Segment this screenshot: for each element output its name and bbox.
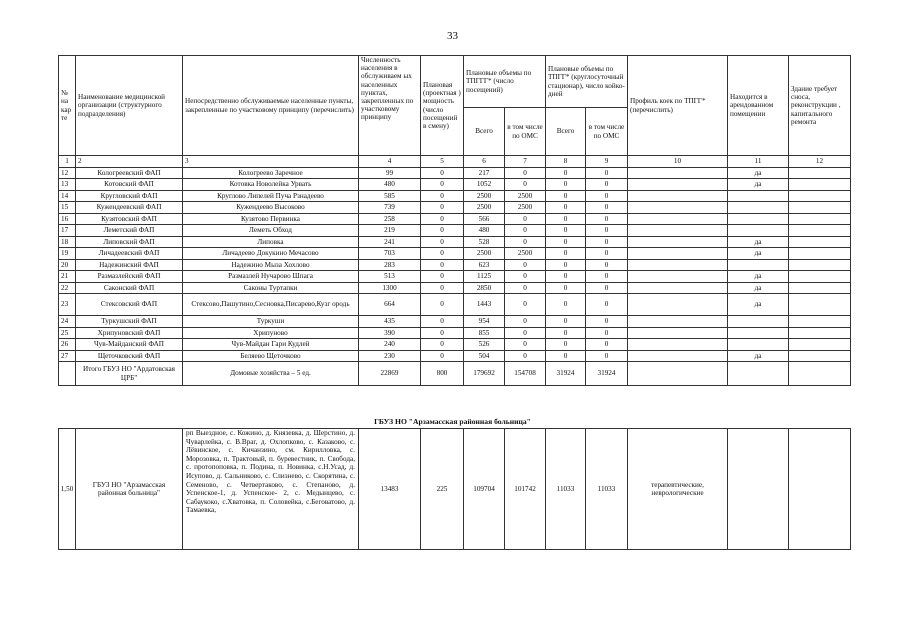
bed-days-oms: 0	[586, 294, 628, 316]
bed-profile	[628, 350, 728, 362]
visits-oms: 101742	[505, 429, 546, 550]
settlements: Хрипуново	[183, 327, 359, 339]
table-row	[59, 202, 851, 214]
rented: да	[728, 167, 789, 179]
visits-total: 480	[464, 225, 505, 237]
bed-days-total: 0	[546, 350, 586, 362]
total-bed-days: 31924	[546, 362, 586, 386]
building-status	[789, 271, 851, 283]
building-status	[789, 316, 851, 328]
visits-oms: 0	[505, 282, 546, 294]
section-title: ГБУЗ НО "Арзамасская районная больница"	[374, 417, 531, 426]
rented: да	[728, 294, 789, 316]
row-number: 20	[59, 259, 76, 271]
visits-total: 2500	[464, 202, 505, 214]
building-status	[789, 339, 851, 351]
header-oms-2: в том числе по ОМС	[586, 108, 628, 156]
building-status	[789, 429, 851, 550]
bed-days-total: 0	[546, 248, 586, 260]
rented	[728, 339, 789, 351]
column-number: 8	[546, 156, 586, 168]
settlements: Туркуши	[183, 316, 359, 328]
rented	[728, 225, 789, 237]
column-number: 2	[76, 156, 183, 168]
column-number: 9	[586, 156, 628, 168]
bed-days-oms: 0	[586, 339, 628, 351]
bed-profile: терапевтические, неврологические	[628, 429, 728, 550]
bed-days-total: 0	[546, 190, 586, 202]
visits-oms: 0	[505, 179, 546, 191]
capacity: 0	[421, 271, 464, 283]
building-status	[789, 236, 851, 248]
bed-days-oms: 0	[586, 316, 628, 328]
org-name: Липовский ФАП	[76, 236, 183, 248]
column-number: 3	[183, 156, 359, 168]
bed-days-oms: 0	[586, 259, 628, 271]
column-number: 5	[421, 156, 464, 168]
population: 230	[359, 350, 421, 362]
total-capacity: 800	[421, 362, 464, 386]
column-number: 1	[59, 156, 76, 168]
capacity: 0	[421, 202, 464, 214]
population: 283	[359, 259, 421, 271]
rented: да	[728, 350, 789, 362]
bed-profile	[628, 362, 728, 386]
settlements: Стексово,Пашутино,Сесновка,Писарево,Кузг ородь	[183, 294, 359, 316]
building-status	[789, 190, 851, 202]
row-number: 26	[59, 339, 76, 351]
header-total-2: Всего	[546, 108, 586, 156]
visits-total: 528	[464, 236, 505, 248]
visits-total: 217	[464, 167, 505, 179]
header-inpatient: Плановые объемы по ТПГГ* (круглосуточный стационар), число койко-дней	[546, 56, 628, 108]
org-name: Кужендеевский ФАП	[76, 202, 183, 214]
rented	[728, 327, 789, 339]
bed-days-oms: 0	[586, 327, 628, 339]
bed-days-oms: 0	[586, 271, 628, 283]
bed-profile	[628, 167, 728, 179]
capacity: 0	[421, 282, 464, 294]
capacity: 0	[421, 225, 464, 237]
visits-total: 2500	[464, 190, 505, 202]
bed-days-total: 0	[546, 179, 586, 191]
bed-profile	[628, 236, 728, 248]
bed-days-total: 0	[546, 339, 586, 351]
table-row	[59, 259, 851, 271]
building-status	[789, 202, 851, 214]
settlements: Беляево Щеточково	[183, 350, 359, 362]
building-status	[789, 294, 851, 316]
org-name: Надежинский ФАП	[76, 259, 183, 271]
row-number: 13	[59, 179, 76, 191]
header-rented: Находится в арендованном помещении	[728, 56, 789, 156]
population: 13483	[359, 429, 421, 550]
column-number: 12	[789, 156, 851, 168]
bed-days-oms: 0	[586, 248, 628, 260]
table-row	[59, 271, 851, 283]
row-number: 21	[59, 271, 76, 283]
population: 1300	[359, 282, 421, 294]
rented: да	[728, 282, 789, 294]
population: 258	[359, 213, 421, 225]
table-header	[59, 56, 851, 156]
header-population: Численность населения в обслуживаем ых населенных пунктах, закрепленных по участковому принципу	[359, 56, 421, 156]
column-number: 10	[628, 156, 728, 168]
bed-days-oms: 0	[586, 167, 628, 179]
bed-days-oms: 0	[586, 236, 628, 248]
org-name: Саконский ФАП	[76, 282, 183, 294]
header-no: № на кар те	[59, 56, 76, 156]
header-total: Всего	[464, 108, 505, 156]
building-status	[789, 350, 851, 362]
building-status	[789, 282, 851, 294]
capacity: 0	[421, 339, 464, 351]
bed-days-total: 0	[546, 213, 586, 225]
visits-total: 855	[464, 327, 505, 339]
org-name: Котовский ФАП	[76, 179, 183, 191]
org-name: Размазлейский ФАП	[76, 271, 183, 283]
bed-days-total: 0	[546, 327, 586, 339]
row-number	[59, 362, 76, 386]
building-status	[789, 213, 851, 225]
table-row	[59, 213, 851, 225]
org-name: ГБУЗ НО "Арзамасская районная больница"	[76, 429, 183, 550]
header-profile: Профиль коек по ТПГГ* (перечислить)	[628, 56, 728, 156]
row-number: 24	[59, 316, 76, 328]
org-name: Кругловский ФАП	[76, 190, 183, 202]
bed-days-oms: 0	[586, 282, 628, 294]
settlements: Личадеево Докукино Мечасово	[183, 248, 359, 260]
capacity: 0	[421, 259, 464, 271]
population: 480	[359, 179, 421, 191]
capacity: 225	[421, 429, 464, 550]
bed-days-total: 0	[546, 259, 586, 271]
rented: да	[728, 179, 789, 191]
population: 739	[359, 202, 421, 214]
bed-profile	[628, 259, 728, 271]
org-name: Кузятовский ФАП	[76, 213, 183, 225]
column-number: 11	[728, 156, 789, 168]
bed-days-oms: 0	[586, 350, 628, 362]
building-status	[789, 259, 851, 271]
bed-days-total: 0	[546, 282, 586, 294]
settlements: Котовка Новолейка Урвать	[183, 179, 359, 191]
visits-total: 526	[464, 339, 505, 351]
settlements: Саконы Туртапки	[183, 282, 359, 294]
bed-days-total: 0	[546, 316, 586, 328]
visits-oms: 2500	[505, 202, 546, 214]
column-number: 6	[464, 156, 505, 168]
org-name: Щеточковский ФАП	[76, 350, 183, 362]
capacity: 0	[421, 190, 464, 202]
org-name: Стексовский ФАП	[76, 294, 183, 316]
bed-days-oms: 0	[586, 213, 628, 225]
bed-profile	[628, 248, 728, 260]
table-row	[59, 316, 851, 328]
table-row	[59, 248, 851, 260]
settlements: Кузятово Первинка	[183, 213, 359, 225]
table-row	[59, 225, 851, 237]
table-row	[59, 179, 851, 191]
visits-oms: 0	[505, 225, 546, 237]
visits-oms: 0	[505, 327, 546, 339]
bed-days-total: 0	[546, 236, 586, 248]
table-row	[59, 236, 851, 248]
column-number: 4	[359, 156, 421, 168]
table-row	[59, 190, 851, 202]
visits-oms: 0	[505, 167, 546, 179]
building-status	[789, 179, 851, 191]
bed-days-total: 0	[546, 202, 586, 214]
settlements: Липовка	[183, 236, 359, 248]
visits-oms: 2500	[505, 190, 546, 202]
row-number: 27	[59, 350, 76, 362]
population: 703	[359, 248, 421, 260]
rented	[728, 316, 789, 328]
rented	[728, 190, 789, 202]
visits-total: 1125	[464, 271, 505, 283]
bed-profile	[628, 225, 728, 237]
visits-total: 109704	[464, 429, 505, 550]
building-status	[789, 225, 851, 237]
visits-total: 2850	[464, 282, 505, 294]
bed-days-oms: 0	[586, 190, 628, 202]
population: 390	[359, 327, 421, 339]
column-number: 7	[505, 156, 546, 168]
building-status	[789, 362, 851, 386]
rented: да	[728, 236, 789, 248]
header-outpatient: Плановые объемы по ТПГГГ* (число посещений)	[464, 56, 546, 108]
visits-total: 1443	[464, 294, 505, 316]
visits-total: 504	[464, 350, 505, 362]
visits-total: 566	[464, 213, 505, 225]
header-capacity: Плановая (проектная ) мощность (число посещений в смену)	[421, 56, 464, 156]
bed-days-total: 0	[546, 294, 586, 316]
rented	[728, 213, 789, 225]
total-bed-days-oms: 31924	[586, 362, 628, 386]
visits-oms: 0	[505, 271, 546, 283]
bed-profile	[628, 271, 728, 283]
visits-oms: 0	[505, 350, 546, 362]
row-number: 14	[59, 190, 76, 202]
rented	[728, 202, 789, 214]
bed-profile	[628, 294, 728, 316]
population: 664	[359, 294, 421, 316]
table-row	[59, 282, 851, 294]
row-number: 15	[59, 202, 76, 214]
bed-profile	[628, 339, 728, 351]
building-status	[789, 327, 851, 339]
total-visits: 179692	[464, 362, 505, 386]
total-points: Домовые хозяйства – 5 ед.	[183, 362, 359, 386]
population: 241	[359, 236, 421, 248]
visits-oms: 0	[505, 236, 546, 248]
population: 513	[359, 271, 421, 283]
capacity: 0	[421, 350, 464, 362]
capacity: 0	[421, 294, 464, 316]
row-number: 23	[59, 294, 76, 316]
visits-oms: 0	[505, 316, 546, 328]
bed-profile	[628, 202, 728, 214]
row-number: 19	[59, 248, 76, 260]
visits-total: 954	[464, 316, 505, 328]
capacity: 0	[421, 167, 464, 179]
settlements: рп Выездное, с. Кожино, д. Князевка, д. Шерстино, д. Чуварлейка, с. В.Враг, д. Охлопково, с. Казаково, с. Лёвинское, с. Кичанзино, см. Кирилловка, с. Морозовка, п. Трактовый, п. буревестник, п. Свобода, с. протопоповка, п. Подина, п. Новинка, с.Н.Усад, д. Исупово, д. Сальниково, с. Слизнево, с. Скорятина, с. Семеново, с. Четвертаково, с. Степаново, д. Успенское-1, д. Успенское- 2, с. Медынцево, с. Сабаукоко, с.Хватовка, п. Соловейка, с.Беговатово, д. Тамаевка,	[183, 429, 359, 550]
capacity: 0	[421, 327, 464, 339]
row-number: 12	[59, 167, 76, 179]
bed-profile	[628, 316, 728, 328]
bed-days-total: 0	[546, 271, 586, 283]
bed-days-total: 11033	[546, 429, 586, 550]
capacity: 0	[421, 316, 464, 328]
visits-total: 2500	[464, 248, 505, 260]
visits-oms: 0	[505, 259, 546, 271]
header-building: Здание требует сноса, реконструкции , капитального ремонта	[789, 56, 851, 156]
org-name: Хрипуновский ФАП	[76, 327, 183, 339]
settlements: Кужендеево Высоково	[183, 202, 359, 214]
settlements: Круглово Липелей Пуча Рзнадеево	[183, 190, 359, 202]
org-name: Личадеевский ФАП	[76, 248, 183, 260]
settlements: Надежино Мыза Хохлово	[183, 259, 359, 271]
total-visits-oms: 154708	[505, 362, 546, 386]
settlements: Кологреево Заречное	[183, 167, 359, 179]
row-number: 1,50	[59, 429, 76, 550]
bed-days-total: 0	[546, 225, 586, 237]
settlements: Чув-Майдан Гари Кудлей	[183, 339, 359, 351]
row-number: 22	[59, 282, 76, 294]
visits-total: 623	[464, 259, 505, 271]
visits-total: 1052	[464, 179, 505, 191]
org-name: Туркушский ФАП	[76, 316, 183, 328]
table-body	[59, 156, 851, 386]
table-row	[59, 339, 851, 351]
table-row	[59, 167, 851, 179]
bed-days-oms: 11033	[586, 429, 628, 550]
bed-profile	[628, 190, 728, 202]
rented	[728, 362, 789, 386]
row-number: 25	[59, 327, 76, 339]
visits-oms: 2500	[505, 248, 546, 260]
bed-profile	[628, 179, 728, 191]
capacity: 0	[421, 236, 464, 248]
rented	[728, 259, 789, 271]
bed-days-oms: 0	[586, 202, 628, 214]
capacity: 0	[421, 213, 464, 225]
row-number: 18	[59, 236, 76, 248]
population: 240	[359, 339, 421, 351]
bed-days-total: 0	[546, 167, 586, 179]
header-org: Наименование медицинской организации (структурного подразделения)	[76, 56, 183, 156]
org-name: Чув-Майданский ФАП	[76, 339, 183, 351]
bed-days-oms: 0	[586, 225, 628, 237]
population: 99	[359, 167, 421, 179]
population: 219	[359, 225, 421, 237]
rented: да	[728, 248, 789, 260]
row-number: 17	[59, 225, 76, 237]
bed-days-oms: 0	[586, 179, 628, 191]
column-number-row	[59, 156, 851, 168]
settlements: Леметь Обход	[183, 225, 359, 237]
capacity: 0	[421, 248, 464, 260]
total-row	[59, 362, 851, 386]
fap-table	[58, 55, 851, 386]
header-oms: в том числе по ОМС	[505, 108, 546, 156]
population: 435	[359, 316, 421, 328]
bed-profile	[628, 327, 728, 339]
bed-profile	[628, 213, 728, 225]
building-status	[789, 248, 851, 260]
visits-oms: 0	[505, 339, 546, 351]
header-points: Непосредственно обслуживаемые населенные пункты, закрепленные по участковому принципу (перечислить)	[183, 56, 359, 156]
building-status	[789, 167, 851, 179]
bed-profile	[628, 282, 728, 294]
row-number: 16	[59, 213, 76, 225]
total-population: 22869	[359, 362, 421, 386]
rented: да	[728, 271, 789, 283]
page-number: 33	[447, 30, 458, 42]
visits-oms: 0	[505, 213, 546, 225]
table-row	[59, 350, 851, 362]
total-label: Итого ГБУЗ НО "Ардатовская ЦРБ"	[76, 362, 183, 386]
table-row	[59, 294, 851, 316]
rented	[728, 429, 789, 550]
visits-oms: 0	[505, 294, 546, 316]
population: 585	[359, 190, 421, 202]
capacity: 0	[421, 179, 464, 191]
settlements: Размазлей Нучарово Шпага	[183, 271, 359, 283]
org-name: Кологреевский ФАП	[76, 167, 183, 179]
org-name: Леметский ФАП	[76, 225, 183, 237]
table-row	[59, 429, 851, 550]
arzamas-table	[58, 428, 851, 550]
table-row	[59, 327, 851, 339]
